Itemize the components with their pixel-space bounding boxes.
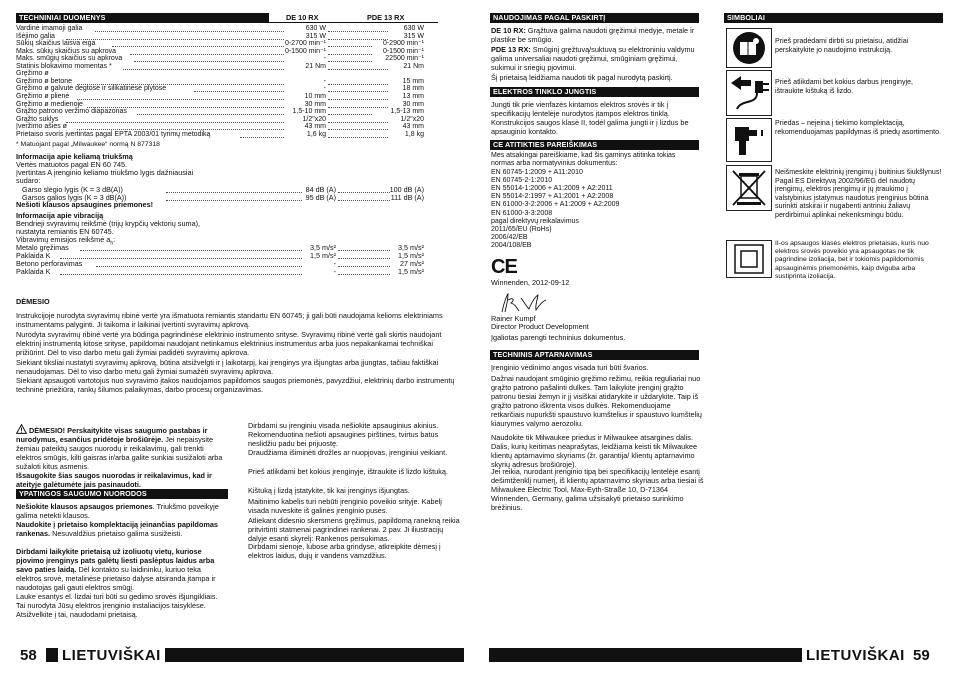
ce-place-date: Winnenden, 2012-09-12 [491,278,570,287]
tech-row: Gręžimo ø plienė 10 mm 13 mm [16,92,424,100]
noise-line2: Įvertintas A įrenginio keliamo triukšmo lygis dažniausiai [16,168,194,177]
demesio-p4: Siekiant apsaugoti vartotojus nuo svyravimo įtakos naudojamos papildomos saugos priemonės, pavyzdžiui, elektrinių darbo instrumentų techninė priežiūra, rankų šilumos palaikymas, darbo procesų organizavimas. [16,376,455,394]
ce-standard-item: 2011/65/EU (RoHs) [491,225,552,233]
tech-row: Maks. smūgių skaičius su apkrova - 22500 min⁻¹ [16,55,424,63]
col-pde13rx: PDE 13 RX [367,13,405,22]
noise-line3: sudaro: [16,176,41,185]
ce-standard-item: EN 60745-2-1:2010 [491,177,553,185]
ypatingos-p2: Naudokite į prietaiso komplektaciją įeinančias papildomas rankenas. Nesuvaldžius prietaiso galima susižeisti. [16,520,218,538]
tech-row: Sūkių skaičius laisva eiga 0-2700 min⁻¹ 0-2900 min⁻¹ [16,40,424,48]
col-de10rx: DE 10 RX [286,13,319,22]
weee-bin-icon [726,165,772,211]
aptarnavimas-p1: Įrenginio vėdinimo angos visada turi būti švarios. [491,363,649,372]
ypatingos-p1: Nešiokite klausos apsaugos priemones. Triukšmo poveikyje galima netekti klausos. [16,502,219,520]
tech-underline [266,22,438,23]
ce-p1: Mes atsakingai pareiškiame, kad šis gaminys atitinka tokias normas arba normatyvinius dokumentus: [491,152,676,168]
symbol-weee-text: Neišmeskite elektrinių įrengimų į buitinius šiukšlynus! Pagal ES Direktyvą 2002/96/EG del naudotų įrengimų, elektros įrengimų ir jų įtraukimo į valstybinius įstatymus naudotus įrenginius būtina surinkti atskirai ir nugabenti antriniu žaliavų perdirbimui aplinkai nekenksmingu būdu. [775,168,942,219]
naudojimas-p3: Šį prietaisą leidžiama naudoti tik pagal nurodytą paskirtį. [491,73,673,82]
noise-row-pressure: Garso slėgio lygis (K = 3 dB(A)) 84 dB (A) 100 dB (A) [22,185,424,194]
safety-warning-keep: Išsaugokite šias saugos nuorodas ir reikalavimus, kad ir ateityje galėtumėte jais pasinaudoti. [16,471,212,489]
page-number-left: 58 [20,647,37,664]
accessory-icon [726,118,772,162]
tech-data-header: TECHNINIAI DUOMENYS [16,13,269,23]
tech-row: Gręžimo ø [16,70,49,78]
safety-warning-bold: DĖMESIO! Perskaitykite visas saugumo pastabas ir nurodymus, esančius pridėtoje brošiūrėje. [16,426,208,444]
ce-authorized: Įgaliotas parengti techninius dokumentus. [491,333,626,342]
tech-row: Statinis blokavimo momentas * 21 Nm 21 Nm [16,62,424,70]
ce-standard-item: EN 60745-1:2009 + A11:2010 [491,169,583,176]
aptarnavimas-header: TECHNINIS APTARNAVIMAS [490,350,699,360]
ypatingos-header: YPATINGOS SAUGUMO NUORODOS [16,489,228,499]
demesio-p1: Instrukcijoje nurodyta svyravimų ribinė vertė yra išmatuota remiantis standartu EN 60745; ji gali būti naudojama kelioms elektriniams instrumentams palyginti. Ji taikoma ir laikinai įvertinti svyravimų apkrovą. [16,311,443,329]
ce-standard-item: EN 61000-3-3:2008 [491,209,553,217]
noise-title: Informacija apie keliamą triukšmą [16,152,133,161]
safety-warning-text: Jei nepaisysite žemiau pateiktų saugos nuorodų ir reikalavimų, gali trenkti elektros smūgis, kilti gaisras ir/arba galite sunkiai susižaloti arba sužaloti kitus asmenis. [16,435,223,471]
tech-footnote: * Matuojant pagal „Milwaukee“ normą N 877318 [16,141,160,148]
mid-p1: Dirbdami su įrenginiu visada nešiokite apsauginius akinius. Rekomenduotina nešioti apsaugines pirštines, tvirtus batus neslidžiu padu bei prijuostę. [248,421,439,448]
ce-standard-item: EN 55014-2:1997 + A1:2001 + A2:2008 [491,193,614,201]
signature-icon [499,292,549,314]
mid-p5: Maitinimo kabelis turi nebūti įrenginio poveikio srityje. Kabelį visada nuveskite iš galinės įrenginio pusės. [248,497,442,515]
mid-p6: Atliekant didesnio skersmens gręžimus, papildomą ranekną reikia pritvirtinti statmenai pagrindinei rankenai. 2 pav. Ji iliustracijų dalyje esanti skyrelį: Rankenos persukimas. [248,516,460,543]
demesio-p2: Nurodyta svyravimų ribinė vertė yra būdinga pagrindinėse elektrinio instrumento srityse. Svyravimų ribinė vertė gali skirtis naudojant elektrinį instrumentą kitose srityse, papildomai naudojant netinkamus elektrinius instrumentus arba juos nepakankamai techniškai prižiūrint. Dėl to viso darbo metu gali žymiai padidėti svyravimų apkrova. [16,330,442,357]
vibration-line3: Vibravimų emisijos reikšmė $a_h$: [16,235,116,247]
tech-row: Gręžimo ø medienoje 30 mm 30 mm [16,100,424,108]
warning-triangle-icon [16,424,27,434]
ypatingos-p4: Lauke esantys el. lizdai turi būti su gedimo srovės išjungikliais. Tai nurodyta Jūsų elektros įrenginio instaliacijos taisyklėse. Atsižvelkite į tai, naudodami prietaisą. [16,592,218,619]
safety-warning [16,424,228,489]
noise-warning: Nešioti klausos apsaugines priemones! [16,200,154,209]
noise-line1: Vertės matuotos pagal EN 60 745. [16,160,128,169]
aptarnavimas-p4: Jei reikia, nurodant įrenginio tipą bei specifikacijų lentelėje esantį dešimtženklį numerį, iš klientų aptarnavimo skyriaus arba tiesiai iš Milwaukee Electric Tool, Max-Eyth-Straße 10, D-71364 Winnenden, Germany, galima užsisakyti prietaiso surinkimo brėžinius. [491,467,704,512]
vibration-line1: Bendrieji svyravimų reikšmė (trijų krypčių vektorių suma), [16,219,201,228]
simboliai-header: SIMBOLIAI [724,13,943,23]
vib-row-k1: Paklaida K 1,5 m/s² 1,5 m/s² [16,251,424,260]
tech-row: Gręžimo ø galvutė degtose ir silikatinėse plytose - 18 mm [16,85,424,93]
ce-standard-item: EN 55014-1:2006 + A1:2009 + A2:2011 [491,185,613,193]
tech-row: Grąžto suklys 1/2"x20 1/2"x20 [16,115,424,123]
ce-signer-name: Rainer Kumpf [491,314,536,323]
mid-p3: Prieš atlikdami bet kokius įrenginyje, ištraukite iš lizdo kištuką. [248,467,448,476]
read-manual-icon [726,28,772,68]
mid-p4: Kištuką į lizdą įstatykite, tik kai įrenginys išjungtas. [248,486,410,495]
footer-language-left: LIETUVIŠKAI [58,647,165,664]
vib-row-k2: Paklaida K - 1,5 m/s² [16,267,424,276]
tech-row: Grąžto patrono veržimo diapazonas 1,5-10 mm 1,5-13 mm [16,108,424,116]
tech-row: Įveržimo ašies ø 43 mm 43 mm [16,123,424,131]
unplug-icon [726,70,772,116]
aptarnavimas-p3: Naudokite tik Milwaukee priedus ir Milwaukee atsargines dalis. Dalis, kurių keitimas neaprašytas, leidžiama keisti tik Milwaukee klientų aptarnavimo skyriams (žr. garantija/ klientų aptarnavimo skyrių adresus brošiūroje). [491,433,698,469]
vibration-line2: nustatyta remiantis EN 60745. [16,227,114,236]
demesio-title: DĖMESIO [16,297,50,306]
tinklo-p1: Jungti tik prie vienfazės kintamos elektros srovės ir tik į specifikacijų lentelėje nurodytos įtampos elektros tinklą. Konstrukcijos saugos klasė II, todėl galima jungti ir į lizdus be apsauginio kontakto. [491,100,689,136]
ce-standard-item: 2004/108/EB [491,241,532,249]
mid-p2: Draudžiama išiminėti drožles ar nuopjovas, įrenginiui veikiant. [248,448,448,457]
naudojimas-p1: DE 10 RX: Grąžtuva galima naudoti gręžimui medyje, metale ir plastike be smūgio. [491,26,695,44]
tech-row: Vardinė imamoji galia 630 W 630 W [16,25,424,32]
tech-row: Maks. sūkių skaičius su apkrova 0-1500 min⁻¹ 0-1500 min⁻¹ [16,47,424,55]
symbol-unplug-text: Prieš atlikdami bet kokius darbus įrenginyje, ištraukite kištuką iš lizdo. [775,78,913,95]
ce-signer-role: Director Product Development [491,322,589,331]
mid-p7: Dirbdami sienoje, lubose arba grindyse, atkreipkite dėmesį į elektros laidus, dujų ir vandens vamzdžius. [248,542,441,560]
class-ii-icon [726,240,772,278]
tech-row: Išėjimo galia 315 W 315 W [16,32,424,40]
vib-row-concrete: Betono perforavimas - 27 m/s² [16,259,424,268]
naudojimas-p2: PDE 13 RX: Smūginį gręžtuvą/suktuvą su elektroniniu valdymu galima universaliai naudoti gręžimui, smūginiam gręžimui, sukimui ir sriegių pjovimui. [491,45,695,72]
ce-standard-item: pagal direktyvų reikalavimus [491,217,579,225]
footer-language-right: LIETUVIŠKAI [802,647,909,664]
noise-row-power: Garsos galios lygis (K = 3 dB(A)) 95 dB (A) 111 dB (A) [22,193,424,202]
naudojimas-header: NAUDOJIMAS PAGAL PASKIRTĮ [490,13,699,23]
tinklo-header: ELEKTROS TINKLO JUNGTIS [490,87,699,97]
symbol-read-manual-text: Prieš pradėdami dirbti su prietaisu, atidžiai perskaitykite jo naudojimo instrukciją. [775,37,909,54]
symbol-class-ii-text: II-os apsaugos klasės elektros prietaisas, kuris nuo elektros srovės poveikio yra apsaugotas ne tik pagrindine izoliacija, bet ir tokiomis papildomomis apsauginėmis priemonėmis, kaip dviguba arba sustiprinta izoliacija. [775,240,929,280]
demesio-p3: Siekiant tiksliai nustatyti svyravimų apkrovą, būtina atsižvelgti ir į laikotarpį, kai įrenginys yra išjungtas arba įjungtas, tačiau faktiškai nenaudojamas. Dėl to viso darbo metu gali žymiai sumažėti svyravimų apkrova. [16,358,439,376]
tech-row: Prietaiso svoris įvertintas pagal EPTA 2003/01 tyrimų metodiką 1,6 kg 1,8 kg [16,130,424,138]
ce-mark-icon: CE [491,256,517,278]
vibration-title: Informacija apie vibraciją [16,211,104,220]
ce-header: CE ATITIKTIES PAREIŠKIMAS [490,140,699,150]
symbol-accessory-text: Priedas – neįeina į tiekimo komplektaciją, rekomenduojamas papildymas iš priedų asortimento. [775,119,941,136]
ypatingos-p3: Dirbdami laikykite prietaisą už izoliuotų vietų, kuriose pjovimo įrenginys pats galėtų liesti paslėptus laidus arba savo paties laidą. Dėl kontakto su laidininku, kuriuo teka elektros srovė, metalinėse prietaiso dalyse atsiranda įtampa ir naudotojas gali gauti elektros smūgį. [16,547,216,592]
aptarnavimas-p2: Dažnai naudojant smūginio gręžimo režimu, reikia reguliariai nuo grąžto patrono pašalinti dulkes. Tam laikykite įrenginį grąžto patronu tiesiai žemyn ir jį visiškai atidarykite ir uždarykite. Taip iš grąžto patrono iškrenta visos dulkės. Rekomenduojame retkarčiais nupurkšti spaustuvo kumštelius ir spaustuvo kumštelių kiaurymes valymo aerozoliu. [491,374,702,428]
tech-row: Gręžimo ø betone - 15 mm [16,77,424,85]
ce-standard-item: 2006/42/EB [491,233,528,241]
ce-standard-item: EN 61000-3-2:2006 + A1:2009 + A2:2009 [491,201,620,209]
page-number-right: 59 [913,647,930,664]
vib-row-metal: Metalo gręžimas 3,5 m/s² 3,5 m/s² [16,243,424,252]
